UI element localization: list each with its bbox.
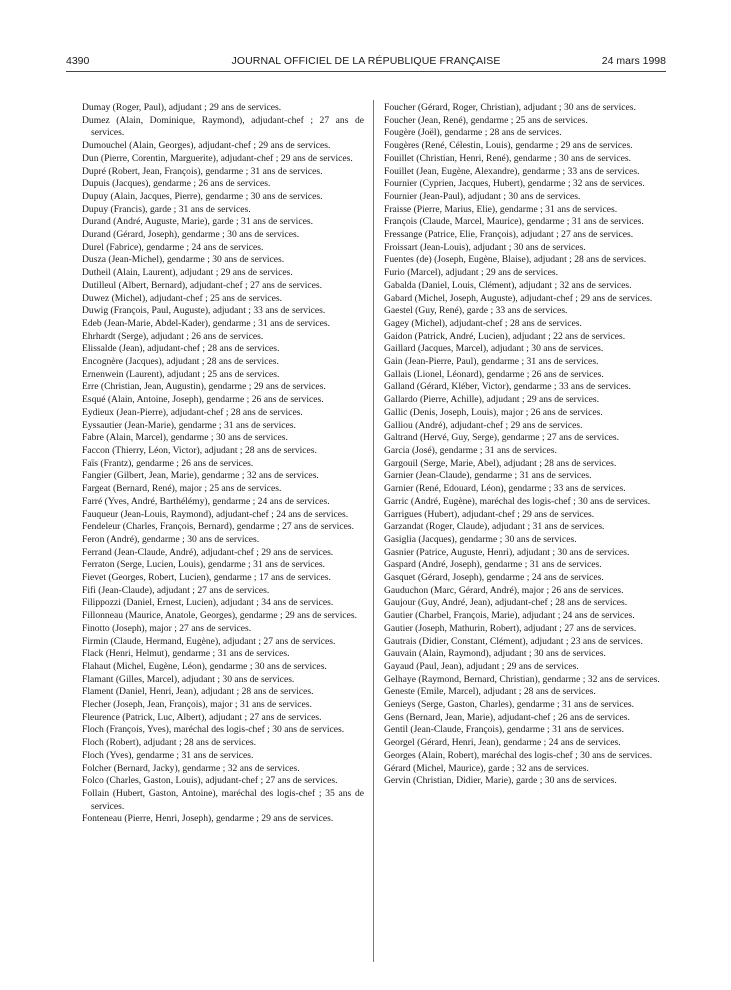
list-entry: Fougères (René, Célestin, Louis), gendarme ; 29 ans de services. xyxy=(384,140,633,152)
list-entry: Gauvain (Alain, Raymond), adjudant ; 30 ans de services. xyxy=(384,648,606,660)
list-entry: Dusza (Jean-Michel), gendarme ; 30 ans de services. xyxy=(82,254,285,266)
list-entry: Flament (Daniel, Henri, Jean), adjudant ; 28 ans de services. xyxy=(82,686,314,698)
list-entry: Gabard (Michel, Joseph, Auguste), adjudant-chef ; 29 ans de services. xyxy=(384,292,653,304)
list-entry: Gérard (Michel, Maurice), garde ; 32 ans de services. xyxy=(384,762,589,774)
list-entry: Fouillet (Jean, Eugène, Alexandre), gendarme ; 33 ans de services. xyxy=(384,165,640,177)
list-entry: Gelhaye (Raymond, Bernard, Christian), gendarme ; 32 ans de services. xyxy=(384,673,660,685)
list-entry: Folco (Charles, Gaston, Louis), adjudant-chef ; 27 ans de services. xyxy=(82,775,338,787)
list-entry: Filippozzi (Daniel, Ernest, Lucien), adjudant ; 34 ans de services. xyxy=(82,597,334,609)
list-entry: Dupuy (Alain, Jacques, Pierre), gendarme ; 30 ans de services. xyxy=(82,190,323,202)
list-entry: Dumouchel (Alain, Georges), adjudant-chef ; 29 ans de services. xyxy=(82,140,331,152)
left-column xyxy=(82,102,364,826)
list-entry: Georgel (Gérard, Henri, Jean), gendarme ; 24 ans de services. xyxy=(384,737,621,749)
list-entry: Gallic (Denis, Joseph, Louis), major ; 26 ans de services. xyxy=(384,406,603,418)
journal-title: JOURNAL OFFICIEL DE LA RÉPUBLIQUE FRANÇAISE xyxy=(231,55,501,67)
list-entry: Fendeleur (Charles, François, Bernard), gendarme ; 27 ans de services. xyxy=(82,521,354,533)
list-entry: Edeb (Jean-Marie, Abdel-Kader), gendarme ; 31 ans de services. xyxy=(82,317,331,329)
list-entry: Folcher (Bernard, Jacky), gendarme ; 32 ans de services. xyxy=(82,762,300,774)
list-entry: Ernenwein (Laurent), adjudant ; 25 ans de services. xyxy=(82,368,280,380)
list-entry: Flecher (Joseph, Jean, François), major ; 31 ans de services. xyxy=(82,699,312,711)
list-entry: Gayaud (Paul, Jean), adjudant ; 29 ans de services. xyxy=(384,660,579,672)
page-header xyxy=(66,55,666,69)
list-entry: Eyssautier (Jean-Marie), gendarme ; 31 ans de services. xyxy=(82,419,296,431)
list-entry: Gervin (Christian, Didier, Marie), garde ; 30 ans de services. xyxy=(384,775,617,787)
list-entry: Fabre (Alain, Marcel), gendarme ; 30 ans de services. xyxy=(82,432,288,444)
list-entry: Fuentes (de) (Joseph, Eugène, Blaise), adjudant ; 28 ans de services. xyxy=(384,254,647,266)
list-entry: Gagey (Michel), adjudant-chef ; 28 ans de services. xyxy=(384,317,582,329)
list-entry: Gaujour (Guy, André, Jean), adjudant-chef ; 28 ans de services. xyxy=(384,597,628,609)
list-entry: Garzandat (Roger, Claude), adjudant ; 31 ans de services. xyxy=(384,521,605,533)
list-entry: Dupré (Robert, Jean, François), gendarme ; 31 ans de services. xyxy=(82,165,323,177)
list-entry: Fangier (Gilbert, Jean, Marie), gendarme ; 32 ans de services. xyxy=(82,470,319,482)
list-entry: Gaspard (André, Joseph), gendarme ; 31 ans de services. xyxy=(384,559,602,571)
list-entry: Dumez (Alain, Dominique, Raymond), adjudant-chef ; 27 ans de services. xyxy=(82,114,364,139)
list-entry: Gaillard (Jacques, Marcel), adjudant ; 30 ans de services. xyxy=(384,343,604,355)
list-entry: Froissart (Jean-Louis), adjudant ; 30 ans de services. xyxy=(384,241,586,253)
list-entry: Fressange (Patrice, Elie, François), adjudant ; 27 ans de services. xyxy=(384,229,634,241)
list-entry: Floch (Yves), gendarme ; 31 ans de services. xyxy=(82,749,254,761)
list-entry: Gabalda (Daniel, Louis, Clément), adjudant ; 32 ans de services. xyxy=(384,279,632,291)
list-entry: Fargeat (Bernard, René), major ; 25 ans de services. xyxy=(82,483,282,495)
list-entry: Gaestel (Guy, René), garde ; 33 ans de services. xyxy=(384,305,568,317)
list-entry: Follain (Hubert, Gaston, Antoine), maréchal des logis-chef ; 35 ans de services. xyxy=(82,787,364,812)
list-entry: Foucher (Jean, René), gendarme ; 25 ans de services. xyxy=(384,114,588,126)
list-entry: Gargouil (Serge, Marie, Abel), adjudant ; 28 ans de services. xyxy=(384,457,617,469)
list-entry: Flamant (Gilles, Marcel), adjudant ; 30 ans de services. xyxy=(82,673,295,685)
list-entry: Flahaut (Michel, Eugène, Léon), gendarme ; 30 ans de services. xyxy=(82,660,327,672)
list-entry: François (Claude, Marcel, Maurice), gendarme ; 31 ans de services. xyxy=(384,216,644,228)
list-entry: Durand (Gérard, Joseph), gendarme ; 30 ans de services. xyxy=(82,229,300,241)
page-number: 4390 xyxy=(66,55,90,67)
list-entry: Genieys (Serge, Gaston, Charles), gendarme ; 31 ans de services. xyxy=(384,699,634,711)
list-entry: Fraisse (Pierre, Marius, Elie), gendarme ; 31 ans de services. xyxy=(384,203,618,215)
list-entry: Dupuis (Jacques), gendarme ; 26 ans de services. xyxy=(82,178,271,190)
list-entry: Faccon (Thierry, Léon, Victor), adjudant ; 28 ans de services. xyxy=(82,444,317,456)
list-entry: Dutilleul (Albert, Bernard), adjudant-chef ; 27 ans de services. xyxy=(82,279,323,291)
list-entry: Gain (Jean-Pierre, Paul), gendarme ; 31 ans de services. xyxy=(384,356,599,368)
list-entry: Encognère (Jacques), adjudant ; 28 ans de services. xyxy=(82,356,279,368)
list-entry: Gautier (Charbel, François, Marie), adjudant ; 24 ans de services. xyxy=(384,610,635,622)
list-entry: Galliou (André), adjudant-chef ; 29 ans de services. xyxy=(384,419,583,431)
list-entry: Firmin (Claude, Hermand, Eugène), adjudant ; 27 ans de services. xyxy=(82,635,336,647)
right-column xyxy=(384,102,666,788)
list-entry: Garrigues (Hubert), adjudant-chef ; 29 ans de services. xyxy=(384,508,595,520)
list-entry: Fouillet (Christian, Henri, René), gendarme ; 30 ans de services. xyxy=(384,152,631,164)
list-entry: Furio (Marcel), adjudant ; 29 ans de services. xyxy=(384,267,558,279)
list-entry: Dun (Pierre, Corentin, Marguerite), adjudant-chef ; 29 ans de services. xyxy=(82,152,353,164)
list-entry: Flack (Henri, Helmut), gendarme ; 31 ans de services. xyxy=(82,648,290,660)
list-entry: Ferrand (Jean-Claude, André), adjudant-chef ; 29 ans de services. xyxy=(82,546,334,558)
list-entry: Gasnier (Patrice, Auguste, Henri), adjudant ; 30 ans de services. xyxy=(384,546,630,558)
list-entry: Galland (Gérard, Kléber, Victor), gendarme ; 33 ans de services. xyxy=(384,381,631,393)
publication-date: 24 mars 1998 xyxy=(601,55,666,67)
list-entry: Fonteneau (Pierre, Henri, Joseph), gendarme ; 29 ans de services. xyxy=(82,813,334,825)
list-entry: Gasquet (Gérard, Joseph), gendarme ; 24 ans de services. xyxy=(384,572,604,584)
list-entry: Gautier (Joseph, Mathurin, Robert), adjudant ; 27 ans de services. xyxy=(384,622,637,634)
list-entry: Feron (André), gendarme ; 30 ans de services. xyxy=(82,533,260,545)
list-entry: Fievet (Georges, Robert, Lucien), gendarme ; 17 ans de services. xyxy=(82,572,331,584)
list-entry: Dutheil (Alain, Laurent), adjudant ; 29 ans de services. xyxy=(82,267,293,279)
list-entry: Erre (Christian, Jean, Augustin), gendarme ; 29 ans de services. xyxy=(82,381,326,393)
list-entry: Gasiglia (Jacques), gendarme ; 30 ans de services. xyxy=(384,533,577,545)
list-entry: Esqué (Alain, Antoine, Joseph), gendarme ; 26 ans de services. xyxy=(82,394,324,406)
list-entry: Fournier (Cyprien, Jacques, Hubert), gendarme ; 32 ans de services. xyxy=(384,178,645,190)
list-entry: Finotto (Joseph), major ; 27 ans de services. xyxy=(82,622,252,634)
list-entry: Floch (Robert), adjudant ; 28 ans de services. xyxy=(82,737,256,749)
list-entry: Faïs (Frantz), gendarme ; 26 ans de services. xyxy=(82,457,254,469)
list-entry: Ehrhardt (Serge), adjudant ; 26 ans de services. xyxy=(82,330,264,342)
list-entry: Fillonneau (Maurice, Anatole, Georges), gendarme ; 29 ans de services. xyxy=(82,610,358,622)
header-rule xyxy=(66,71,666,72)
list-entry: Farré (Yves, André, Barthélémy), gendarme ; 24 ans de services. xyxy=(82,495,330,507)
list-entry: Fifi (Jean-Claude), adjudant ; 27 ans de services. xyxy=(82,584,270,596)
list-entry: Garcia (José), gendarme ; 31 ans de services. xyxy=(384,444,557,456)
list-entry: Georges (Alain, Robert), maréchal des logis-chef ; 30 ans de services. xyxy=(384,749,653,761)
list-entry: Duwez (Michel), adjudant-chef ; 25 ans de services. xyxy=(82,292,283,304)
list-entry: Durel (Fabrice), gendarme ; 24 ans de services. xyxy=(82,241,264,253)
list-entry: Galtrand (Hervé, Guy, Serge), gendarme ; 27 ans de services. xyxy=(384,432,619,444)
list-entry: Gauduchon (Marc, Gérard, André), major ; 26 ans de services. xyxy=(384,584,624,596)
list-entry: Fougère (Joël), gendarme ; 28 ans de services. xyxy=(384,127,562,139)
list-entry: Gallardo (Pierre, Achille), adjudant ; 29 ans de services. xyxy=(384,394,599,406)
list-entry: Foucher (Gérard, Roger, Christian), adjudant ; 30 ans de services. xyxy=(384,102,636,113)
list-entry: Durand (André, Auguste, Marie), garde ; 31 ans de services. xyxy=(82,216,313,228)
list-entry: Elissalde (Jean), adjudant-chef ; 28 ans de services. xyxy=(82,343,280,355)
list-entry: Gautrais (Didier, Constant, Clément), adjudant ; 23 ans de services. xyxy=(384,635,643,647)
list-entry: Garnier (Jean-Claude), gendarme ; 31 ans de services. xyxy=(384,470,592,482)
list-entry: Gaidon (Patrick, André, Lucien), adjudant ; 22 ans de services. xyxy=(384,330,626,342)
column-divider xyxy=(373,100,374,962)
list-entry: Dumay (Roger, Paul), adjudant ; 29 ans de services. xyxy=(82,102,282,113)
list-entry: Floch (François, Yves), maréchal des logis-chef ; 30 ans de services. xyxy=(82,724,345,736)
list-entry: Dupuy (Francis), garde ; 31 ans de services. xyxy=(82,203,251,215)
list-entry: Garric (André, Eugène), maréchal des logis-chef ; 30 ans de services. xyxy=(384,495,651,507)
list-entry: Garnier (René, Edouard, Léon), gendarme ; 33 ans de services. xyxy=(384,483,626,495)
list-entry: Gens (Bernard, Jean, Marie), adjudant-chef ; 26 ans de services. xyxy=(384,711,630,723)
list-entry: Gentil (Jean-Claude, François), gendarme ; 31 ans de services. xyxy=(384,724,625,736)
list-entry: Duwig (François, Paul, Auguste), adjudant ; 33 ans de services. xyxy=(82,305,326,317)
list-entry: Gallais (Lionel, Léonard), gendarme ; 26 ans de services. xyxy=(384,368,604,380)
list-entry: Fournier (Jean-Paul), adjudant ; 30 ans de services. xyxy=(384,190,581,202)
list-entry: Eydieux (Jean-Pierre), adjudant-chef ; 28 ans de services. xyxy=(82,406,303,418)
list-entry: Ferraton (Serge, Lucien, Louis), gendarme ; 31 ans de services. xyxy=(82,559,326,571)
list-entry: Fauqueur (Jean-Louis, Raymond), adjudant-chef ; 24 ans de services. xyxy=(82,508,349,520)
list-entry: Geneste (Emile, Marcel), adjudant ; 28 ans de services. xyxy=(384,686,596,698)
list-entry: Fleurence (Patrick, Luc, Albert), adjudant ; 27 ans de services. xyxy=(82,711,322,723)
